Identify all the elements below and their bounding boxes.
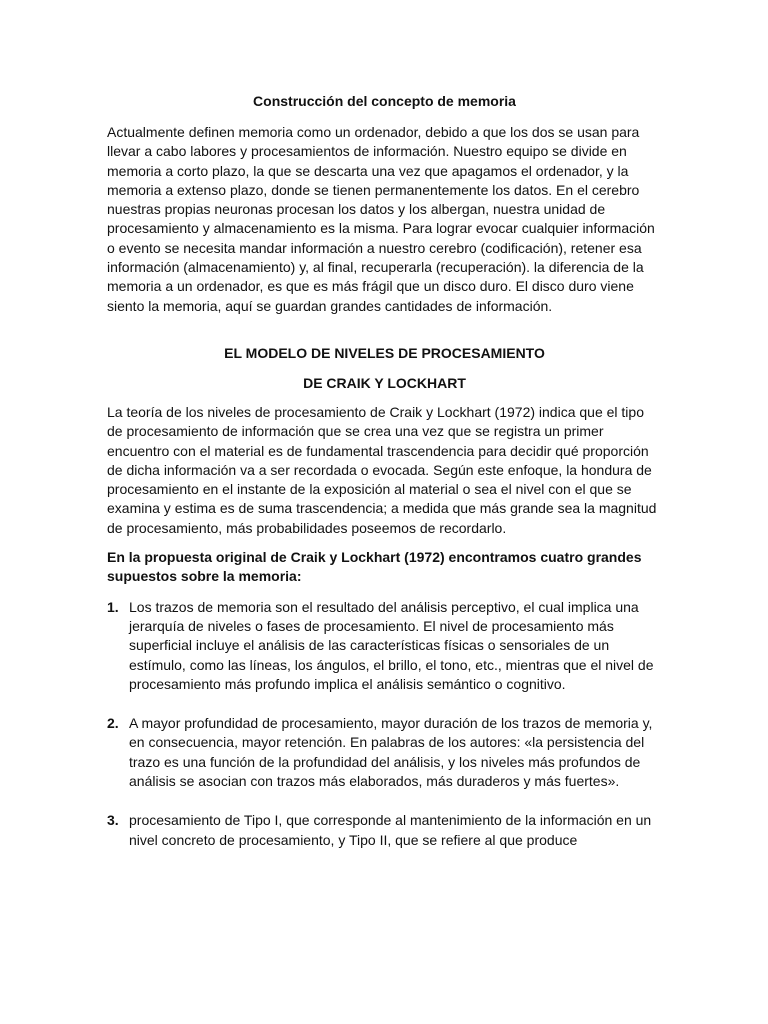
theory-paragraph: La teoría de los niveles de procesamiento de Craik y Lockhart (1972) indica que el tipo de procesamiento de información que se crea una vez que se registra un primer encuentro con el material es de fundamental trascendencia para decidir qué proporción de dicha información va a ser recordada o evocada. Según este enfoque, la hondura de procesamiento en el instante de la exposición al material o sea el nivel con el que se examina y estima es de suma trascendencia; a medida que más grande sea la magnitud de procesamiento, más probabilidades poseemos de recordarlo. [107, 403, 657, 536]
list-item-number: 2. [107, 715, 119, 732]
section-heading-line-2: DE CRAIK Y LOCKHART [303, 374, 466, 391]
assumptions-list [107, 598, 662, 850]
section-heading-line-1: EL MODELO DE NIVELES DE PROCESAMIENTO [224, 344, 545, 361]
list-item-number: 3. [107, 812, 119, 829]
list-item-text: Los trazos de memoria son el resultado del análisis perceptivo, el cual implica una jerarquía de niveles o fases de procesamiento. El nivel de procesamiento más superficial incluye el análisis de las características físicas o sensoriales de un estímulo, como las líneas, los ángulos, el brillo, el tono, etc., mientras que el nivel de procesamiento más profundo implica el análisis semántico o cognitivo. [129, 598, 654, 692]
list-item [107, 714, 662, 791]
list-item-number: 1. [107, 598, 119, 615]
list-item-text: A mayor profundidad de procesamiento, mayor duración de los trazos de memoria y, en consecuencia, mayor retención. En palabras de los autores: «la persistencia del trazo es una función de la profundidad del análisis, y los niveles más profundos de análisis se asocian con trazos más elaborados, más duraderos y más fuertes». [129, 715, 653, 790]
document-page [107, 92, 662, 870]
proposal-heading: En la propuesta original de Craik y Lockhart (1972) encontramos cuatro grandes supuestos sobre la memoria: [107, 549, 642, 585]
document-title: Construcción del concepto de memoria [253, 93, 516, 109]
intro-paragraph: Actualmente definen memoria como un ordenador, debido a que los dos se usan para llevar a cabo labores y procesamientos de información. Nuestro equipo se divide en memoria a corto plazo, la que se descarta una vez que apagamos el ordenador, y la memoria a extenso plazo, donde se tienen permanentemente los datos. En el cerebro nuestras propias neuronas procesan los datos y los albergan, nuestra unidad de procesamiento y almacenamiento es la misma. Para lograr evocar cualquier información o evento se necesita mandar información a nuestro cerebro (codificación), retener esa información (almacenamiento) y, al final, recuperarla (recuperación). la diferencia de la memoria a un ordenador, es que es más frágil que un disco duro. El disco duro viene siento la memoria, aquí se guardan grandes cantidades de información. [107, 124, 655, 314]
list-item [107, 598, 662, 694]
list-item [107, 811, 662, 850]
list-item-text: procesamiento de Tipo I, que corresponde al mantenimiento de la información en un nivel concreto de procesamiento, y Tipo II, que se refiere al que produce [129, 812, 652, 848]
